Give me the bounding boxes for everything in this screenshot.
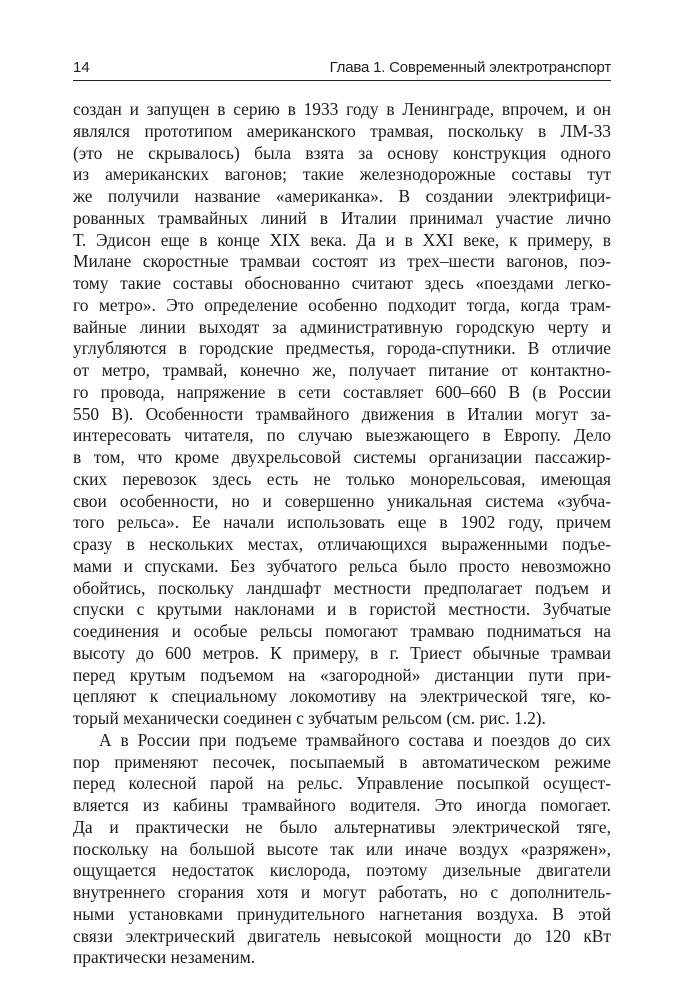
text-line: перед крутым подъемом на «загородной» дистанции пути при-	[73, 664, 611, 685]
text-line: из американских вагонов; такие железнодорожные составы тут	[73, 164, 611, 185]
text-line: (это не скрывалось) была взята за основу конструкция одного	[73, 142, 611, 163]
text-line: го провода, напряжение в сети составляет 600–660 В (в России	[73, 381, 611, 402]
text-line: же получили название «американка». В создании электрифици-	[73, 186, 611, 206]
text-line: свои особенности, но и совершенно уникальная система «зубча-	[73, 490, 611, 511]
text-line: ощущается недостаток кислорода, поэтому дизельные двигатели	[73, 860, 611, 881]
chapter-title: Глава 1. Современный электротранспорт	[329, 59, 611, 76]
text-line: углубляются в городские предместья, города-спутники. В отличие	[73, 338, 611, 359]
running-header	[73, 58, 611, 81]
text-line: торый механически соединен с зубчатым рельсом (см. рис. 1.2).	[73, 708, 546, 728]
text-line: мами и спусками. Без зубчатого рельса было просто невозможно	[73, 555, 611, 576]
text-line: пор применяют песочек, посыпаемый в автоматическом режиме	[73, 751, 611, 772]
text-line: Да и практически не было альтернативы электрической тяге,	[73, 816, 611, 837]
paragraph-2	[73, 730, 611, 969]
text-line: того рельса». Ее начали использовать еще в 1902 году, причем	[73, 512, 611, 533]
text-line: рованных трамвайных линий в Италии принимал участие лично	[73, 207, 611, 228]
text-line: вайные линии выходят за административную городскую черту и	[73, 316, 611, 337]
text-line: Т. Эдисон еще в конце XIX века. Да и в XXI веке, к примеру, в	[73, 229, 611, 250]
text-line: перед колесной парой на рельс. Управление посыпкой осущест-	[73, 773, 611, 794]
text-line: вляется из кабины трамвайного водителя. Это иногда помогает.	[73, 795, 611, 815]
text-line: обойтись, поскольку ландшафт местности предполагает подъем и	[73, 577, 611, 598]
page-number: 14	[73, 59, 90, 76]
text-line: создан и запущен в серию в 1933 году в Ленинграде, впрочем, и он	[73, 99, 611, 119]
text-line: связи электрический двигатель невысокой мощности до 120 кВт	[73, 925, 611, 946]
text-line: высоту до 600 метров. К примеру, в г. Триест обычные трамваи	[73, 642, 611, 663]
paragraph-1	[73, 99, 611, 730]
text-line: тому такие составы обоснованно считают здесь «поездами легко-	[73, 273, 611, 293]
text-line: от метро, трамвай, конечно же, получает питание от контактно-	[73, 360, 611, 380]
text-line: внутреннего сгорания хотя и могут работать, но с дополнитель-	[73, 882, 611, 902]
text-line: поскольку на большой высоте так или иначе воздух «разряжен»,	[73, 838, 611, 859]
text-line: Милане скоростные трамваи состоят из трех–шести вагонов, поэ-	[73, 251, 611, 272]
text-line: соединения и особые рельсы помогают трамваю подниматься на	[73, 621, 611, 641]
text-line: А в России при подъеме трамвайного состава и поездов до сих	[99, 729, 611, 750]
body-text	[73, 99, 611, 969]
text-line: в том, что кроме двухрельсовой системы организации пассажир-	[73, 447, 611, 467]
text-line: ских перевозок здесь есть не только монорельсовая, имеющая	[73, 468, 611, 489]
text-line: интересовать читателя, по случаю выезжающего в Европу. Дело	[73, 425, 611, 446]
text-line: спуски с крутыми наклонами и в гористой местности. Зубчатые	[73, 599, 611, 620]
text-line: сразу в нескольких местах, отличающихся выраженными подъе-	[73, 534, 611, 554]
text-line: являлся прототипом американского трамвая, поскольку в ЛМ-33	[73, 120, 611, 141]
text-line: 550 В). Особенности трамвайного движения в Италии могут за-	[73, 403, 611, 424]
text-line: практически незаменим.	[73, 947, 256, 968]
text-line: цепляют к специальному локомотиву на электрической тяге, ко-	[73, 686, 611, 707]
text-line: го метро». Это определение особенно подходит тогда, когда трам-	[73, 294, 611, 315]
text-line: ными установками принудительного нагнетания воздуха. В этой	[73, 903, 611, 924]
